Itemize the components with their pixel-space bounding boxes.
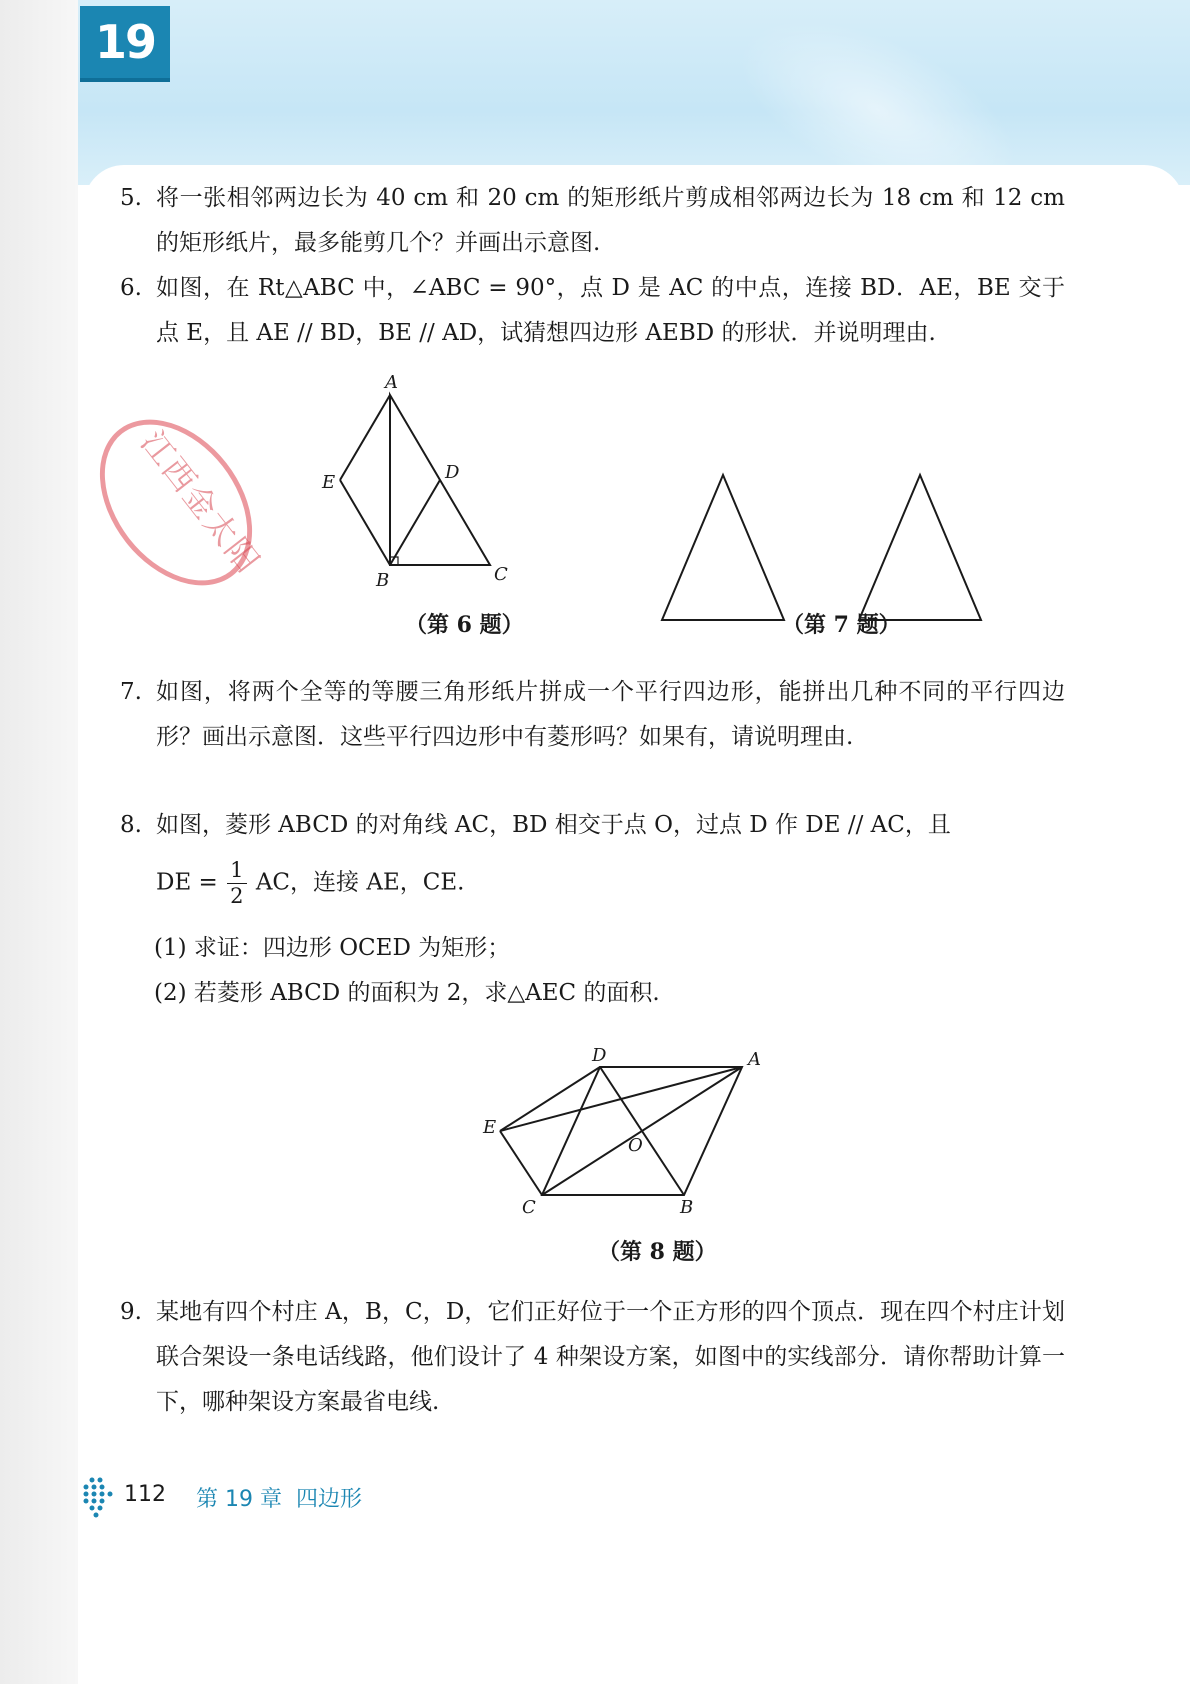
fraction-denominator: 2 xyxy=(230,884,244,908)
problem-8-equation xyxy=(156,860,464,907)
page-number: 112 xyxy=(124,1482,166,1507)
fig6-label-b: B xyxy=(376,570,390,591)
footer-chapter: 第 19 章 xyxy=(196,1487,282,1512)
problem-5 xyxy=(120,176,1065,266)
fig6-label-e: E xyxy=(322,472,336,493)
fig8-line-ae xyxy=(500,1067,742,1131)
equation-prefix: DE = xyxy=(156,869,218,896)
fig6-line-eb xyxy=(340,480,390,565)
problem-text: 如图，将两个全等的等腰三角形纸片拼成一个平行四边形，能拼出几种不同的平行四边形？画出示意图．这些平行四边形中有菱形吗？如果有，请说明理由. xyxy=(156,679,1065,750)
fig8-label-b: B xyxy=(680,1197,694,1218)
fig6-label-d: D xyxy=(445,462,460,483)
figure-6-caption: （第 6 题） xyxy=(405,612,524,638)
figure-7-caption: （第 7 题） xyxy=(782,612,901,638)
figure-7 xyxy=(655,470,995,630)
problem-text: 将一张相邻两边长为 40 cm 和 20 cm 的矩形纸片剪成相邻两边长为 18 cm 和 12 cm 的矩形纸片，最多能剪几个？并画出示意图. xyxy=(156,185,1065,256)
problem-text: 某地有四个村庄 A，B，C，D，它们正好位于一个正方形的四个顶点．现在四个村庄计划联合架设一条电话线路，他们设计了 4 种架设方案，如图中的实线部分．请你帮助计算一下，哪种架设方案最省电线. xyxy=(156,1299,1065,1415)
fig6-label-c: C xyxy=(494,564,508,585)
problem-9 xyxy=(120,1290,1065,1425)
fig8-label-e: E xyxy=(483,1117,497,1138)
fig6-line-bd xyxy=(390,480,440,565)
fig7-triangle-left xyxy=(662,475,784,620)
footer-dots-icon xyxy=(82,1474,120,1518)
fraction-numerator: 1 xyxy=(227,860,246,884)
seal-stamp-text: 江西金太阳 xyxy=(133,423,268,582)
problem-number: 7. xyxy=(120,679,142,705)
fig7-triangle-right xyxy=(859,475,981,620)
fig8-label-d: D xyxy=(592,1045,607,1066)
fig6-label-a: A xyxy=(385,372,398,393)
problem-text: 如图，在 Rt△ABC 中，∠ABC = 90°，点 D 是 AC 的中点，连接 BD．AE，BE 交于点 E，且 AE // BD，BE // AD，试猜想四边形 AEBD 的形状．并说明理由. xyxy=(156,275,1065,346)
figure-8-caption: （第 8 题） xyxy=(598,1239,717,1265)
fig8-label-a: A xyxy=(748,1049,761,1070)
figure-6 xyxy=(300,370,530,595)
problem-8 xyxy=(120,803,1065,848)
equation-suffix: AC，连接 AE，CE. xyxy=(255,869,465,896)
chapter-badge: 19 xyxy=(80,6,170,82)
fig8-label-o: O xyxy=(628,1135,643,1156)
problem-8-part-1: (1) 求证：四边形 OCED 为矩形； xyxy=(154,935,511,961)
fig8-line-ec xyxy=(500,1131,542,1195)
fraction-half xyxy=(227,860,246,907)
content-card xyxy=(84,165,1184,1684)
problem-number: 8. xyxy=(120,812,142,838)
problem-7 xyxy=(120,670,1065,760)
figure-8 xyxy=(470,1035,800,1225)
fig8-label-c: C xyxy=(522,1197,536,1218)
problem-number: 9. xyxy=(120,1299,142,1325)
problem-8-part-2: (2) 若菱形 ABCD 的面积为 2，求△AEC 的面积. xyxy=(154,980,660,1006)
fig6-line-ae xyxy=(340,395,390,480)
problem-6 xyxy=(120,266,1065,356)
page-gutter xyxy=(0,0,78,1684)
header-band xyxy=(78,0,1190,185)
problem-text-line1: 如图，菱形 ABCD 的对角线 AC，BD 相交于点 O，过点 D 作 DE // AC，且 xyxy=(156,812,951,838)
problem-number: 6. xyxy=(120,275,142,301)
problem-number: 5. xyxy=(120,185,142,211)
footer-chapter-title: 四边形 xyxy=(296,1487,363,1512)
